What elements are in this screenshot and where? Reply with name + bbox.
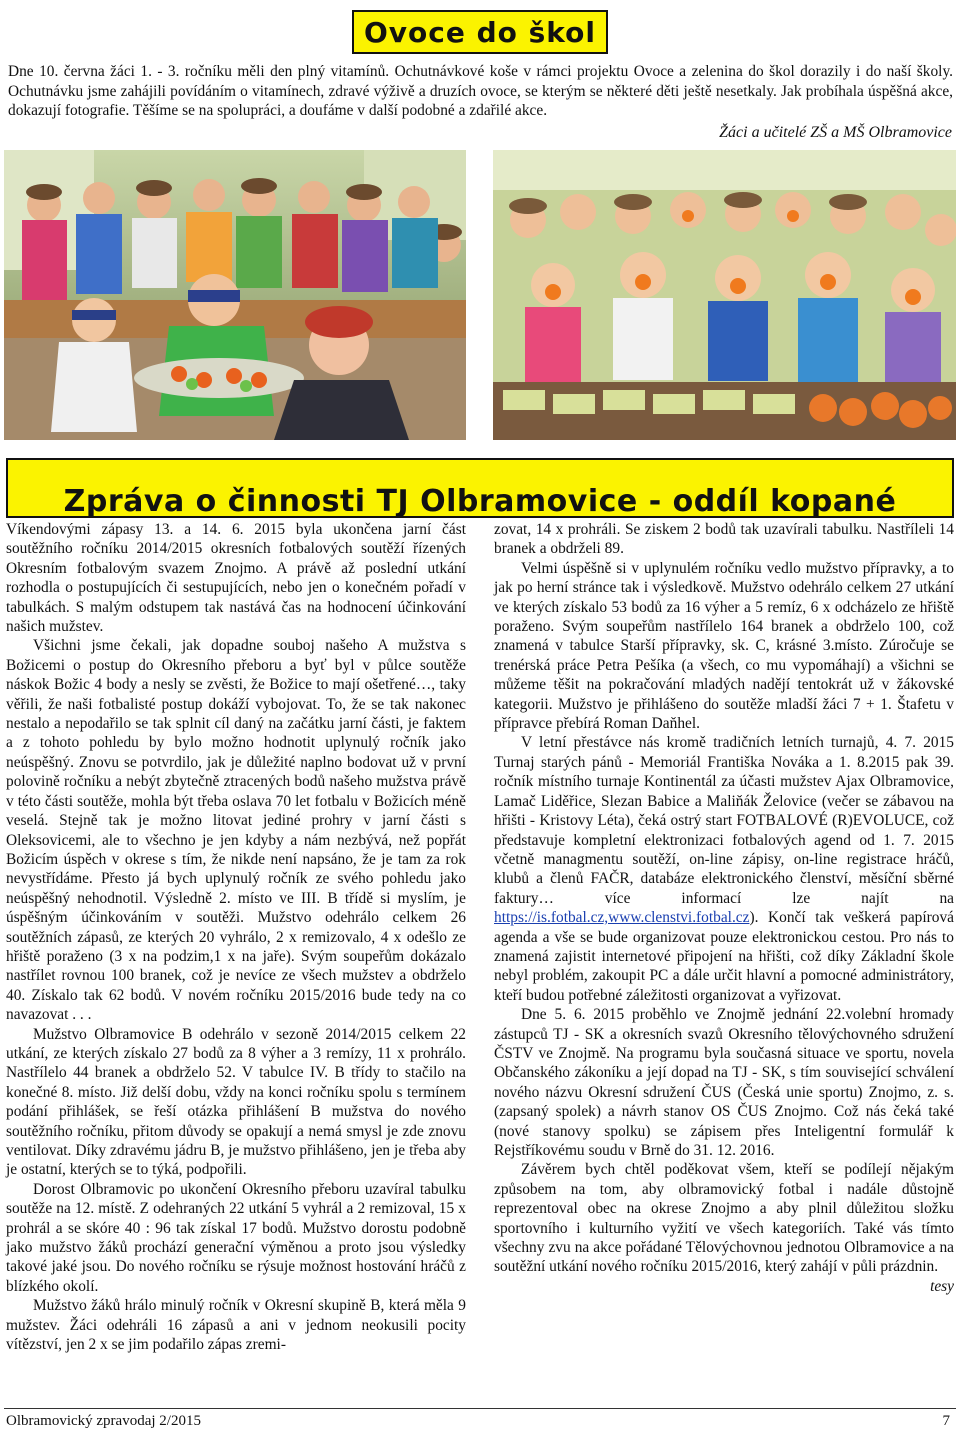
paragraph: Velmi úspěšně si v uplynulém ročníku vedlo mužstvo přípravky, a to jak po herní stránce tak i výsledkově. Mužstvo odehrálo celkem 27 utkání ve kterých získalo 53 bodů za 16 výher a 5 remíz, 6 x odcházelo ze hřiště poraženo. Svým soupeřům nastřílelo 164 branek a obdrželo 100, což znamená v tabulce Starší přípravky, sk. C, krásné 3.místo. Zúročuje se trenérská práce Petra Pešíka (a všech, co mu vypomáhají) a všichni se můžeme těšit na pokračování mladých nadějí tentokrát už v žákovské kategorii. Mužstvo je přihlášeno do soutěže mladší žáci 7 + 1. Štafetu v přípravce přebírá Roman Daňhel. bbox=[494, 559, 954, 733]
paragraph: zovat, 14 x prohráli. Se ziskem 2 bodů tak uzavírali tabulku. Nastříleli 14 branek a obdrželi 89. bbox=[494, 521, 954, 558]
article-title-ovoce: Ovoce do škol bbox=[352, 10, 608, 54]
footer-publication: Olbramovický zpravodaj 2/2015 bbox=[6, 1413, 201, 1429]
page-number: 7 bbox=[942, 1413, 950, 1429]
photo-children-eating-fruit bbox=[493, 150, 956, 440]
article-title-football: Zpráva o činnosti TJ Olbramovice - oddíl kopané bbox=[6, 458, 954, 518]
photo-caption: Žáci a učitelé ZŠ a MŠ Olbramovice bbox=[719, 124, 952, 141]
footer-divider bbox=[4, 1408, 956, 1409]
article-intro-text: Dne 10. června žáci 1. - 3. ročníku měli den plný vitamínů. Ochutnávkové koše v rámci projektu Ovoce a zelenina do škol dorazily i do naší školy. Ochutnávku jsme zahájili povídáním o vitamínech, zdravé výživě a druzích ovoce, se kterým se některé děti ještě nesetkaly. Jak probíhala úspěšná akce, dokazují fotografie. Těšíme se na spolupráci, a doufáme v další podobné a zdařilé akce. bbox=[8, 63, 953, 120]
right-column bbox=[494, 520, 954, 1296]
paragraph: Dne 5. 6. 2015 proběhlo ve Znojmě jednání 22.volební hromady zástupců TJ - SK a okresních svazů Okresního tělovýchovného sdružení ČSTV ve Znojmě. Na programu byla současná situace ve sportu, novela Občanského zákoníku a její dopad na TJ - SK, s tím související schválení nového názvu Okresní sdružení ČUS (Česká unie sportu) Znojmo, z. s.(zapsaný spolek) a návrh stanov OS ČUS Znojmo. Což nás čeká také (nové stanovy spolku) se zápisem přes Inteligentní formulář k Rejstříkovému soudu v Brně do 31. 12. 2016. bbox=[494, 1006, 954, 1159]
paragraph: Dorost Olbramovic po ukončení Okresního přeboru uzavíral tabulku soutěže na 12. místě. Z odehraných 22 utkání 5 vyhrál a 2 remizoval, 15 x prohrál a se skóre 40 : 96 tak získal 17 bodů. Mužstvo dorostu podobně jako mužstvo žáků prochází generační výměnou a proto jsou výsledky takové jaké jsou. Do nového ročníku se rýsuje možnost hostování hráčů z blízkého okolí. bbox=[6, 1180, 466, 1295]
photo-image bbox=[4, 150, 466, 440]
photo-blindfold-tasting bbox=[4, 150, 466, 440]
paragraph: Závěrem bych chtěl poděkovat všem, kteří se podílejí nějakým způsobem na tom, aby olbramovický fotbal i nadále důstojně reprezentoval obec na okrese Znojmo a aby plnil důležitou složku sportovního i kulturního vyžití ve všech kategoriích. Také vás tímto všechny zvu na akce pořádané Tělovýchovnou jednotou Olbramovice a na soutěžní utkání nového ročníku 2015/2016, který zahájí v půli prázdnin. bbox=[494, 1161, 954, 1276]
paragraph-text: V letní přestávce nás kromě tradičních letních turnajů, 4. 7. 2015 Turnaj starých pánů - Memoriál Františka Nováka a 1. 8.2015 pak 39. ročník místního turnaje Kontinentál za účasti mužstev Ajax Olbramovice, Lamač Liděřice, Slezan Babice a Maliňák Želovice (večer se zábavou na hřišti - Kristovy Léta), čeká ostrý start FOTBALOVÉ (R)EVOLUCE, což představuje kompletní elektronizaci fotbalových agend od 1. 7. 2015 včetně managmentu soutěží, on-line zápisy, on-line registrace hráčů, klubů a členů FAČR, databáze elektronického členství, měsíční sběrné faktury… více informací lze najít na bbox=[494, 734, 954, 907]
paragraph bbox=[494, 733, 954, 1005]
paragraph: Mužstvo Olbramovice B odehrálo v sezoně 2014/2015 celkem 22 utkání, ze kterých získalo 27 bodů za 8 výher a 3 remízy, 11 x prohrálo. Nastřílelo 44 branek a obdrželo 52. V tabulce IV. B třídy to stačilo na konečné 8. místo. Již delší dobu, vždy na konci ročníku spolu s termínem podání přihlášek, se řeší otázka přihlášení B mužstva do nového soutěžního ročníku, přitom důvody se opakují a nemá smysl je zde znovu ventilovat. Díky zdravému jádru B, je mužstvo přihlášeno, jen je třeba aby je ostatní, kterých se to týká, podpořili. bbox=[6, 1025, 466, 1179]
paragraph: Víkendovými zápasy 13. a 14. 6. 2015 byla ukončena jarní část soutěžního ročníku 2014/2015 okresních fotbalových soutěží řízených Okresním fotbalovým svazem Znojmo. A právě až poslední utkání rozhodla o postupujících či sestupujících, nebo jen o konečném pořadí v tabulkách. S malým odstupem tak nastává čas na hodnocení účinkování našich mužstev. bbox=[6, 521, 466, 636]
paragraph-text: ). Končí tak veškerá papírová agenda a vše se bude organizovat pouze elektronickou cestou. Pro nás to znamená zajistit internetové připojení na hřišti, což díky Základní škole nebyl problém, zakoupit PC a dále určit hlavní a pomocné administrátory, kteří budou potřebné záležitosti organizovat a vyřizovat. bbox=[494, 909, 954, 1004]
author-signature: tesy bbox=[930, 1277, 954, 1295]
paragraph: Mužstvo žáků hrálo minulý ročník v Okresní skupině B, která měla 9 mužstev. Žáci odehráli 16 zápasů a ani v jednom neokusili pocity vítězství, jen 2 x se jim podařilo zápas zremi- bbox=[6, 1297, 466, 1354]
fotbal-link[interactable]: https://is.fotbal.cz,www.clenstvi.fotbal.cz bbox=[494, 909, 750, 927]
left-column bbox=[6, 520, 466, 1354]
paragraph: Všichni jsme čekali, jak dopadne souboj našeho A mužstva s Božicemi o postup do Okresního přeboru a byť byl v půlce soutěže náskok Božic 4 body a nesly se zvěsti, že Božice to mají ošetřené…, taky věřili, že naši fotbalisté postup dokáží vybojovat. To, že se tak nakonec nestalo a nepodařilo se tak splnit cíl daný na začátku jarní části, je faktem a z tohoto pohledu by bylo možno hodnotit uplynulý ročník jako neúspěšný. Znovu se potvrdilo, jak je důležité naplno bodovat už v první polovině ročníku a nebýt zbytečně ztracených bodů našeho mužstva právě v této části soutěže, mohla být třeba oslava 70 let fotbalu v Božicích méně veselá. Stejně tak je možno litovat jediné prohry v jarní části s Oleksovicemi, ale to všechno je jen kdyby a nám nezbývá, než popřát Božicím úspěch v okrese s tím, že nikde není napsáno, že je tam za rok nevystřídáme. Přesto já bych uplynulý ročník ze svého pohledu jako neúspěšný nehodnotil. Výsledně 2. místo ve III. B třídě si myslím, je úspěšným účinkováním v soutěži. Mužstvo odehrálo celkem 26 soutěžních zápasů, ze kterých 20 vyhrálo, 2 x remizovalo, 4 x odešlo ze hřiště poraženo (3 x na podzim,1 x na jaře). Svým soupeřům dokázalo nastřílet rovnou 100 branek, což je nevíce ze všech mužstev a obdrželo 40. Získalo tak 62 bodů. V novém ročníku 2015/2016 bude tedy na co navazovat . . . bbox=[6, 637, 466, 1024]
photo-image bbox=[493, 150, 956, 440]
